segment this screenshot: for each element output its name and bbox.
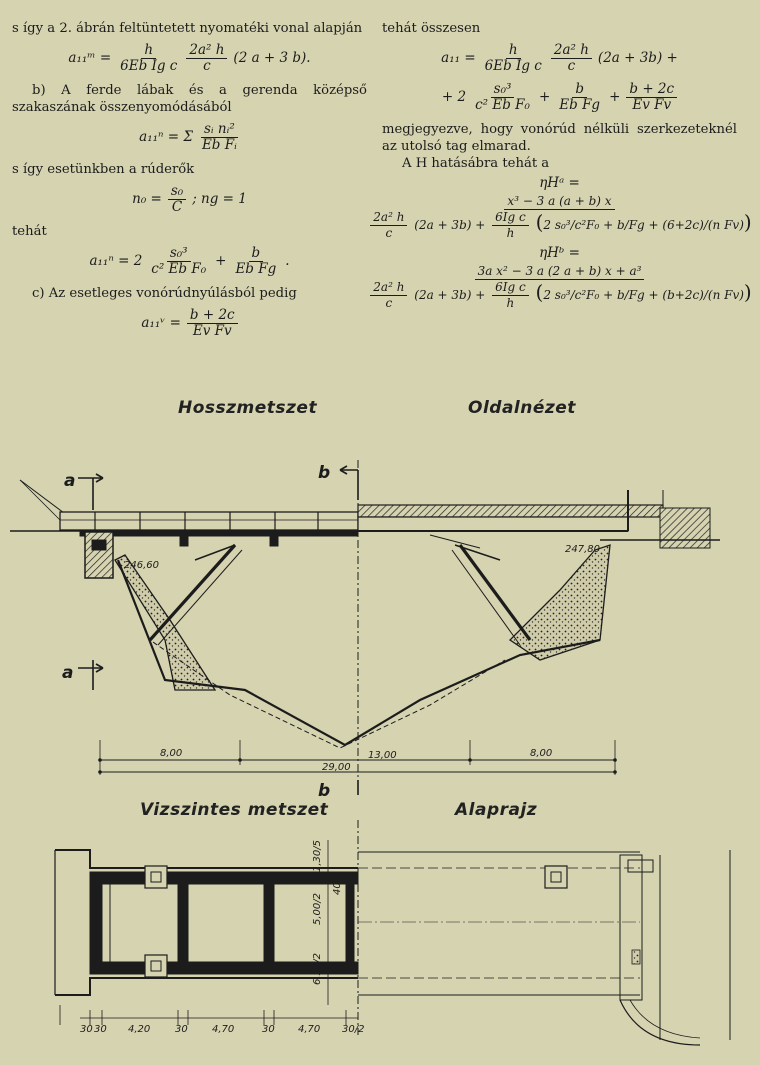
equation-a11-total-cont: + 2 $\frac{\text{s₀³}}{\text{c² Eb F₀}}$ + $\frac{b}{\text{Eb Fg}}$ + $\frac{b + 2c}{\text{Ev Fv}}$: [382, 82, 737, 113]
section-label-b: b: [318, 781, 331, 801]
eta-a-label: ηHᵃ =: [539, 175, 580, 191]
plan-dim: 30: [175, 1024, 188, 1035]
equation-a11n: a₁₁ⁿ = Σ $\frac{\text{sᵢ nᵢ²}}{\text{Eb Fᵢ}}$: [139, 121, 237, 153]
eta-b-label: ηHᵇ =: [539, 245, 580, 261]
plan-dim: 30: [262, 1024, 275, 1035]
elevation-left: 246,60: [124, 560, 159, 571]
section-label-b: b: [318, 463, 331, 483]
paragraph: s így a 2. ábrán feltüntetett nyomatéki vonal alapján: [12, 21, 363, 36]
longitudinal-section: [10, 460, 720, 795]
plan-dim: 4,70: [212, 1024, 235, 1035]
paragraph: b) A ferde lábak és a gerenda középső szakaszának összenyomódásából: [12, 83, 367, 115]
horizontal-section: [55, 820, 730, 1045]
plan-vert-dim: 1,30/5: [312, 840, 323, 872]
paragraph: A H hatásábra tehát a: [402, 156, 550, 171]
equation-eta-b: 3a x² − 3 a (2 a + b) x + a³ $\frac{\text{2a² h}}{c}$ (2a + 3b) + $\frac{\text{6Ig c}}{h}$ (2 s₀³/c²F₀ + b/Fg + (b+2c)/(n Fv)): [382, 264, 737, 311]
dim-13: 13,00: [368, 750, 397, 761]
paragraph: c) Az esetleges vonórúdnyúlásból pedig: [32, 286, 297, 301]
equation-a11m: a₁₁ᵐ = $\frac{h}{\text{6Eb Ig c}}$ $\frac{\text{2a² h}}{c}$ (2 a + 3 b).: [68, 42, 311, 74]
equation-a11-total: a₁₁ = $\frac{h}{\text{6Eb Ig c}}$ $\frac{\text{2a² h}}{c}$ (2a + 3b) +: [441, 42, 678, 74]
plan-vert-dim: 6,50/2: [312, 953, 323, 985]
section-label-a: a: [62, 663, 74, 683]
paragraph: megjegyezve, hogy vonórúd nélküli szerkezeteknél az utolsó tag elmarad.: [382, 122, 737, 154]
equation-a11n-result: a₁₁ⁿ = 2 $\frac{\text{s₀³}}{\text{c² Eb F₀}}$ + $\frac{b}{\text{Eb Fg}}$ .: [89, 245, 290, 277]
plan-dim: 30: [94, 1024, 107, 1035]
figure-title-vizszintes: Vizszintes metszet: [140, 800, 329, 820]
section-label-a: a: [64, 471, 76, 491]
figure-title-hosszmetszet: Hosszmetszet: [178, 398, 318, 418]
equation-a11v: a₁₁ᵛ = $\frac{b + 2c}{\text{Ev Fv}}$: [12, 308, 367, 339]
elevation-right: 247,80: [565, 544, 600, 555]
plan-dim: 30: [80, 1024, 93, 1035]
paragraph: s így esetünkben a rúderők: [12, 162, 195, 177]
equation-eta-a: x³ − 3 a (a + b) x $\frac{\text{2a² h}}{c}$ (2a + 3b) + $\frac{\text{6Ig c}}{h}$ (2 s₀³/c²F₀ + b/Fg + (6+2c)/(n Fv)): [382, 194, 737, 241]
equation-rod-forces: n₀ = $\frac{\text{s₀}}{C}$ ; ng = 1: [132, 183, 247, 215]
plan-vert-dim: 5,00/2: [312, 893, 323, 925]
plan-vert-dim: 40: [332, 882, 343, 895]
plan-dim: 30/2: [342, 1024, 365, 1035]
figure-title-alaprajz: Alaprajz: [455, 800, 538, 820]
plan-dim: 4,20: [128, 1024, 151, 1035]
dim-8-left: 8,00: [160, 748, 183, 759]
paragraph: tehát összesen: [382, 21, 481, 36]
plan-labels: [80, 840, 364, 1035]
dim-8-right: 8,00: [530, 748, 553, 759]
paragraph: tehát: [12, 224, 47, 239]
figure-title-oldalnezet: Oldalnézet: [468, 398, 576, 418]
dim-29: 29,00: [322, 762, 351, 773]
plan-dim: 4,70: [298, 1024, 321, 1035]
